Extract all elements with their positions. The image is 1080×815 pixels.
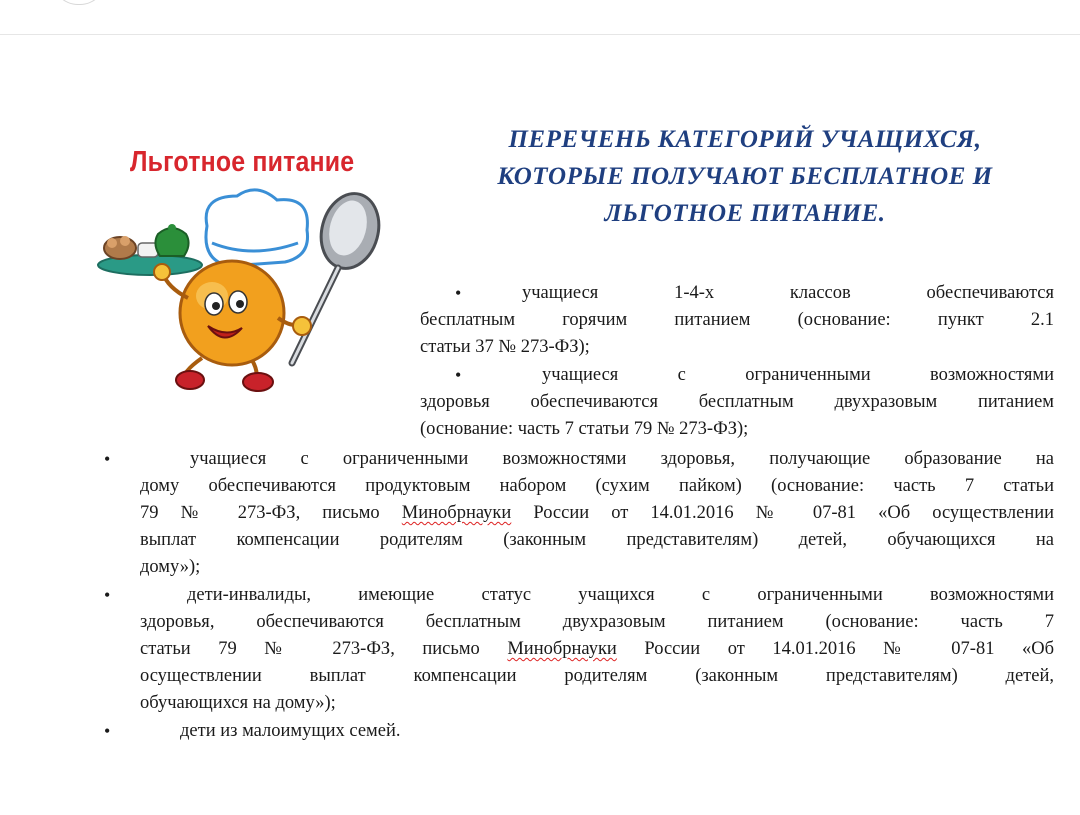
item-line: осуществлении выплат компенсации родителям (законным представителям) детей, (140, 666, 1054, 686)
list-item (522, 280, 1054, 307)
item-text: статьи 79 № 273-ФЗ, письмо (140, 639, 480, 659)
item-line: здоровья, обеспечиваются бесплатным двухразовым питанием (основание: часть 7 (140, 612, 1054, 632)
item-line: дети из малоимущих семей. (180, 721, 401, 741)
list-item-continuation (140, 609, 1054, 717)
item-line: дому обеспечиваются продуктовым набором (сухим пайком) (основание: часть 7 статьи (140, 476, 1054, 496)
list-item-continuation (420, 389, 1054, 443)
bullet-icon: • (455, 365, 462, 385)
item-line: выплат компенсации родителям (законным представителям) детей, обучающихся на (140, 530, 1054, 550)
list-item-continuation (140, 473, 1054, 581)
bullet-icon: • (104, 585, 111, 605)
bullet-icon: • (104, 449, 111, 469)
item-text: 79 № 273-ФЗ, письмо (140, 503, 380, 523)
item-line: статьи 37 № 273-ФЗ); (420, 337, 590, 357)
item-text: России от 14.01.2016 № 07-81 «Об осуществлении (533, 503, 1055, 523)
item-line: учащиеся 1-4-х классов обеспечиваются (522, 283, 1054, 303)
item-line: обучающихся на дому»); (140, 693, 336, 713)
list-item (180, 718, 880, 745)
title-line: ЛЬГОТНОЕ ПИТАНИЕ. (604, 200, 886, 227)
item-line: (основание: часть 7 статьи 79 № 273-ФЗ); (420, 419, 749, 439)
document-title (440, 121, 1050, 232)
item-line: здоровья обеспечиваются бесплатным двухразовым питанием (420, 392, 1054, 412)
list-item (190, 446, 1054, 473)
bullet-icon: • (104, 721, 111, 741)
logo-heading: Льготное питание (130, 146, 355, 178)
list-item-continuation (420, 307, 1054, 361)
title-line: КОТОРЫЕ ПОЛУЧАЮТ БЕСПЛАТНОЕ И (497, 163, 993, 190)
list-item (542, 362, 1054, 389)
ministry-name: Минобрнауки (401, 503, 512, 523)
avatar (52, 0, 106, 5)
mascot-illustration (92, 188, 392, 393)
ministry-name: Минобрнауки (507, 639, 617, 659)
item-line: учащиеся с ограниченными возможностями (542, 365, 1054, 385)
item-line: учащиеся с ограниченными возможностями здоровья, получающие образование на (190, 449, 1054, 469)
top-bar (0, 0, 1080, 35)
item-line (140, 500, 1054, 527)
title-line: ПЕРЕЧЕНЬ КАТЕГОРИЙ УЧАЩИХСЯ, (508, 126, 982, 153)
item-text: России от 14.01.2016 № 07-81 «Об (644, 639, 1055, 659)
item-line: дети-инвалиды, имеющие статус учащихся с ограниченными возможностями (187, 585, 1054, 605)
item-line: бесплатным горячим питанием (основание: пункт 2.1 (420, 310, 1054, 330)
list-item (187, 582, 1054, 609)
item-line: дому»); (140, 557, 201, 577)
bullet-icon: • (455, 283, 462, 303)
item-line (140, 636, 1054, 663)
